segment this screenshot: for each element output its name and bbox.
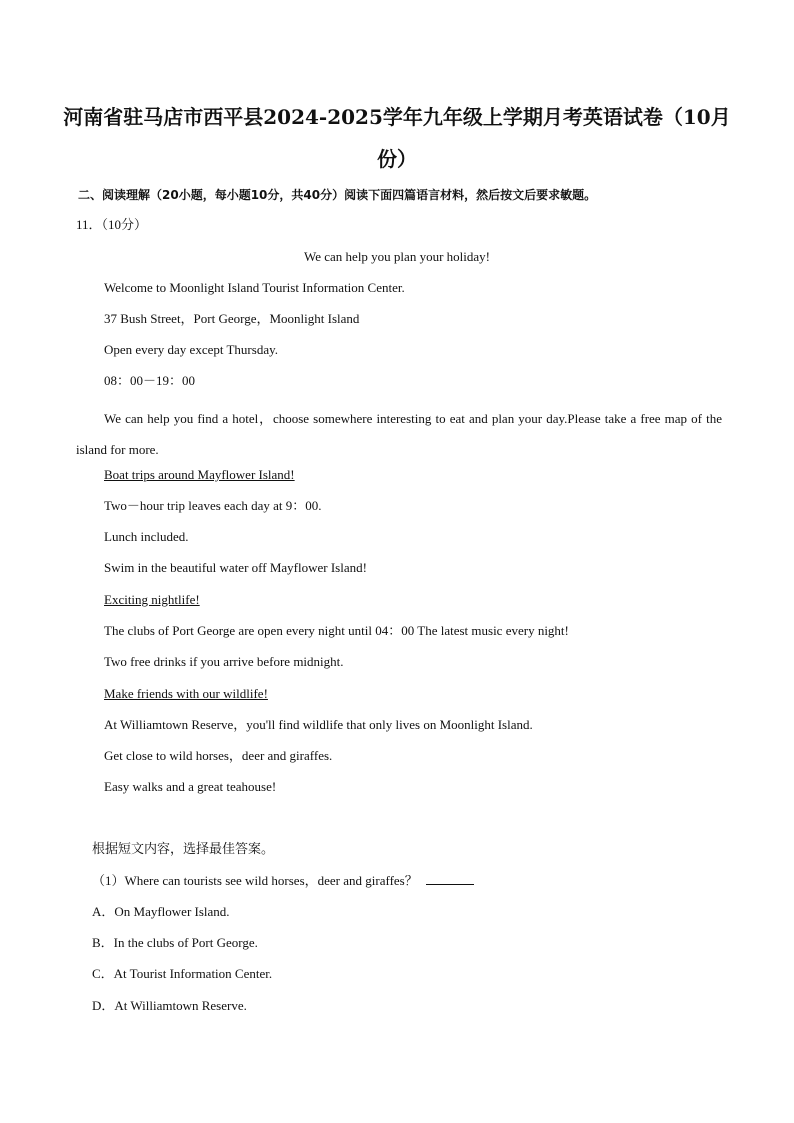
boat-trips-line: Lunch included.: [104, 529, 189, 544]
passage-title: We can help you plan your holiday!: [304, 249, 490, 264]
option-b[interactable]: B．In the clubs of Port George.: [92, 935, 258, 950]
wildlife-line: Easy walks and a great teahouse!: [104, 779, 277, 794]
section-heading: 二、阅读理解（20小题，每小题10分，共40分）阅读下面四篇语言材料，然后按文后要求敏题。: [78, 188, 597, 202]
page-title: 河南省驻马店市西平县2024-2025学年九年级上学期月考英语试卷（10月份）: [63, 105, 731, 171]
option-d[interactable]: D．At Williamtown Reserve.: [92, 998, 247, 1013]
instruction: 根据短文内容，选择最佳答案。: [92, 842, 275, 857]
wildlife-line: At Williamtown Reserve，you'll find wildlife that only lives on Moonlight Island.: [104, 717, 533, 732]
hours-line: 08：00－19：00: [104, 373, 196, 388]
welcome-line: Welcome to Moonlight Island Tourist Information Center.: [104, 280, 405, 295]
question-number: 11．（10分）: [76, 217, 148, 232]
boat-trips-heading: Boat trips around Mayflower Island!: [104, 467, 295, 482]
help-paragraph: We can help you find a hotel，choose somewhere interesting to eat and plan your day.Please take a free map of the island for more.: [76, 411, 722, 457]
option-c[interactable]: C．At Tourist Information Center.: [92, 966, 273, 981]
nightlife-line: The clubs of Port George are open every night until 04：00 The latest music every night!: [104, 623, 569, 638]
wildlife-line: Get close to wild horses，deer and giraffes.: [104, 748, 333, 763]
option-a[interactable]: A．On Mayflower Island.: [92, 904, 230, 919]
question-1: [92, 872, 474, 890]
boat-trips-line: Two－hour trip leaves each day at 9：00.: [104, 498, 322, 513]
nightlife-line: Two free drinks if you arrive before midnight.: [104, 654, 344, 669]
nightlife-heading: Exciting nightlife!: [104, 592, 200, 607]
wildlife-heading: Make friends with our wildlife!: [104, 686, 268, 701]
open-days-line: Open every day except Thursday.: [104, 342, 278, 357]
boat-trips-line: Swim in the beautiful water off Mayflower Island!: [104, 560, 367, 575]
address-line: 37 Bush Street，Port George，Moonlight Island: [104, 311, 360, 326]
question-1-stem: （1）Where can tourists see wild horses，deer and giraffes？: [92, 873, 418, 888]
answer-blank[interactable]: [426, 872, 474, 885]
